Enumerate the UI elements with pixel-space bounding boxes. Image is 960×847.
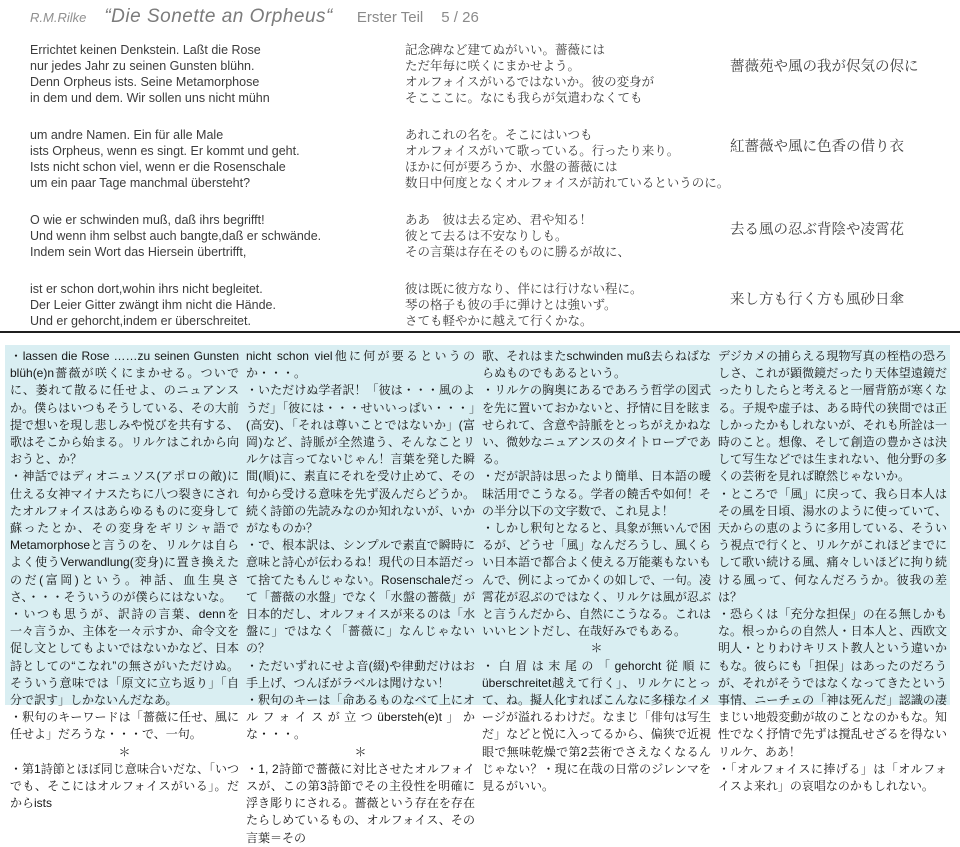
commentary-paragraph: ・いただけぬ学者訳！「彼は・・・風のようだ」「彼には・・・せいいっぱい・・・」(高安)、「それは尊いことではないか」(富岡)など、詩脈が全然違う、そんなことリルケは言ってないじゃん！言葉を発した瞬間(順)に、素直にそれを受け止めて、その句から受ける意味を先ず汲んだらどうか。続く詩節の先読みなのか知れないが、いかがなものか？ — [246, 383, 475, 536]
poem-line: ists Orpheus, wenn es singt. Er kommt und geht. — [30, 144, 300, 158]
section-separator: ＊ — [354, 744, 367, 759]
commentary-column-4 — [718, 348, 947, 794]
haiku-line: 紅薔薇や風に色香の借り衣 — [730, 139, 904, 155]
poem-line: 記念碑など建てぬがいい。薔薇には — [405, 43, 606, 57]
commentary-paragraph: デジカメの捕らえる現物写真の桎梏の恐ろしさ、これが顕微鏡だったり天体望遠鏡だったりしたらと考えると一層背筋が寒くなる。子規や虚子は、ある時代の狭間では正しかったかもしれないが、それも所詮は一時のこと。想像、そして創造の豊かさは決して写生などでは生まれない、他分野の多くの芸術を見れば瞭然じゃないか。 — [718, 349, 947, 484]
commentary-paragraph: nicht schon viel他に何が要るというのか・・・。 — [246, 349, 475, 381]
section-divider — [0, 331, 960, 333]
commentary-paragraph: ・「オルフォイスに捧げる」は「オルフォイスよ来れ」の哀唱なのかもしれない。 — [718, 761, 947, 794]
section-separator: ＊ — [590, 641, 603, 656]
commentary-paragraph: ・第1詩節とほぼ同じ意味合いだな、「いつでも、そこにはオルフォイスがいる」。だからists — [10, 761, 239, 811]
commentary-paragraph: 歌、それはまたschwinden muß去らねばならぬものでもあるという。 — [482, 349, 711, 381]
commentary-paragraph: ・lassen die Rose ……zu seinen Gunsten blüh(e)n薔薇が咲くにまかせる。ついでに、萎れて散るに任せよ、のニュアンスか。僕らはいつもそうしている、その大前提で想いを現し悲しみや悦びを共有する、歌はそこから始まる。リルケはこれから向おうと、か？ — [10, 349, 239, 467]
german-stanza-3 — [30, 212, 402, 260]
poem-line: Der Leier Gitter zwängt ihm nicht die Hände. — [30, 298, 276, 312]
poem-line: オルフォイスがいるではないか。彼の変身が — [405, 75, 655, 89]
commentary-paragraph: ・釈句のキーワードは「薔薇に任せ、風に任せよ」だろうな・・・で、一句。 — [10, 710, 239, 742]
poem-line: Und er gehorcht,indem er überschreitet. — [30, 314, 251, 328]
japanese-stanza-3 — [405, 212, 727, 260]
page-number: 5 / 26 — [441, 9, 479, 26]
poem-line: あれこれの名を。そこにはいつも — [405, 128, 593, 142]
commentary-paragraph: ・神話ではディオニュソス(アポロの敵)に仕える女神マイナスたちに八つ裂きにされたオルフォイスはあらゆるものに変身して蘇ったとか、その変身をギリシャ語でMetamorphoseと言うのを、リルケは自らよく使うVerwandlung(変身)に置き換えたのだ(富岡)という。神話、血生臭ささ、・・・そういうのが僕らにはないな。 — [10, 469, 239, 604]
commentary-paragraph: ・釈句のキーは「命あるものなべて上にオルフォイスが立つübersteh(e)t」かな・・・。 — [246, 693, 475, 742]
poem-line: 彼とて去るは不安なりしも。 — [405, 229, 568, 243]
haiku-line: 来し方も行く方も風砂日傘 — [730, 292, 904, 308]
poem-line: 数日中何度となくオルフォイスが訪れているというのに。 — [405, 176, 730, 190]
haiku-line: 去る風の忍ぶ背陰や凌霄花 — [730, 222, 904, 238]
commentary-paragraph: ・ところで「風」に戻って、我ら日本人はその風を日頃、湯水のように使っていて、天からの恵のように多用している、そういう視点で行くと、リルケがこれほどまでにして歌い続ける風、痛々しいほどに拘り続ける風って、何なんだろうか。彼我の差は？ — [718, 486, 947, 604]
japanese-stanza-4 — [405, 281, 727, 329]
commentary-column-1 — [10, 348, 239, 811]
poem-line: オルフォイスがいて歌っている。行ったり来り。 — [405, 144, 680, 158]
japanese-stanza-2 — [405, 127, 730, 191]
german-stanza-1 — [30, 42, 402, 106]
commentary-paragraph: ・で、根本訳は、シンプルで素直で瞬時に意味と詩心が伝わるね！現代の日本語だって捨てたもんじゃない。Rosenschaleだって「薔薇の水盤」でなく「水盤の薔薇」が日本的だし、オルフォイスが来るのは「水盤に」ではなく「薔薇に」なんじゃないの？ — [246, 538, 475, 656]
poem-line: nur jedes Jahr zu seinen Gunsten blühn. — [30, 59, 255, 73]
commentary-column-3 — [482, 348, 711, 794]
german-poem-column — [30, 42, 402, 350]
japanese-stanza-1 — [405, 42, 727, 106]
commentary-paragraph: ・1, 2詩節で薔薇に対比させたオルフォイスが、この第3詩節でその主役性を明確に浮き彫りにされる。薔薇という存在を存在たらしめているもの、オルフォイス、その言葉＝その — [246, 761, 475, 845]
commentary-paragraph: ・いつも思うが、訳詩の言葉、dennを一々言うか、主体を一々示すか、命令文を促し文としてもよいではないかなど、日本詩としての“こなれ”の無さがいただけぬ。そういう意味では「原文に立ち返り」「自分で訳す」しかないんだなあ。 — [10, 607, 239, 708]
poem-line: um andre Namen. Ein für alle Male — [30, 128, 224, 142]
commentary-column-2 — [246, 348, 475, 845]
commentary-paragraph: ・恐らくは「充分な担保」の在る無しかもな。根っからの自然人・日本人と、西欧文明人・とりわけキリスト教人という違いかもな。彼らにも「担保」はあったのだろうが、それがそうではなくなってきたという事情、ニーチェの「神は死んだ」認識の凄まじい地殻変動が故のことなのかもな。知性でなく抒情で先ずは撹乱せざるを得ないリルケ、ああ！ — [718, 607, 947, 759]
poem-line: ist er schon dort,wohin ihrs nicht begleitet. — [30, 282, 263, 296]
poem-line: 彼は既に彼方なり、伴には行けない程に。 — [405, 282, 643, 296]
poem-line: ああ 彼は去る定め、君や知る！ — [405, 213, 593, 227]
poem-line: さても軽やかに越えて行くかな。 — [405, 314, 593, 328]
commentary-paragraph: ・しかし釈句となると、具象が無いんで困るが、どうせ「風」なんだろうし、風くらい日本語で都合よく使える万能薬もないもんで、例によってかくの如しで、一句。凌霄花が忍ぶのではなく、リルケは風が忍ぶと言うんだから、自然にこうなる。これはいいヒントだし、在哉好みでもある。 — [482, 521, 711, 639]
commentary-paragraph: ・ただいずれにせよ音(綴)や律動だけはお手上げ、つんぼがラベルは聞けない！ — [246, 658, 475, 690]
commentary-paragraph: ・だが訳詩は思ったより簡単、日本語の曖昧活用でこうなる。学者の饒舌や如何！その半分以下の文字数で、これ見よ！ — [482, 469, 711, 518]
poem-line: そこここに。なにも我らが気遣わなくても — [405, 91, 643, 105]
poem-line: Und wenn ihm selbst auch bangte,daß er schwände. — [30, 229, 322, 243]
poem-line: in dem und dem. Wir sollen uns nicht mühn — [30, 91, 270, 105]
page-title: “Die Sonette an Orpheus“ — [104, 6, 333, 27]
commentary-paragraph: ・白眉は末尾の「gehorcht従順に überschreitet越えて行く」、リルケにとって、ね。擬人化すればこんなに多様なイメージが溢れるわけだ。なまじ「俳句は写生だ」などと悦に入ってるから、偏狭で近視眼で無味乾燥で第2芸術でさえなくなるんじゃない？・現に在哉の日常のジレンマを見るがいい。 — [482, 658, 711, 794]
commentary-panel — [5, 345, 950, 845]
german-stanza-4 — [30, 281, 402, 329]
commentary-paragraph: ・リルケの胸奥にあるであろう哲学の図式を先に置いておかないと、抒情に目を眩ませられて、含意や詩脈をとっちがえかねない、微妙なニュアンスのタイトロープである。 — [482, 383, 711, 467]
poem-line: O wie er schwinden muß, daß ihrs begrifft! — [30, 213, 265, 227]
poem-line: Indem sein Wort das Hiersein übertrifft, — [30, 245, 247, 259]
poem-line: um ein paar Tage manchmal übersteht? — [30, 176, 251, 190]
german-stanza-2 — [30, 127, 402, 191]
poem-line: その言葉は存在そのものに勝るが故に、 — [405, 245, 631, 259]
poem-line: ほかに何が要ろうか、水盤の薔薇には — [405, 160, 618, 174]
poem-section — [0, 42, 960, 330]
haiku-line: 薔薇苑や風の我が侭気の侭に — [730, 59, 919, 75]
page-header — [30, 6, 950, 34]
poem-line: Denn Orpheus ists. Seine Metamorphose — [30, 75, 260, 89]
poem-line: Errichtet keinen Denkstein. Laßt die Rose — [30, 43, 261, 57]
poem-line: Ists nicht schon viel, wenn er die Rosenschale — [30, 160, 286, 174]
poem-line: 琴の格子も彼の手に弾けとは強いず。 — [405, 298, 617, 312]
poem-line: ただ年毎に咲くにまかせよう。 — [405, 59, 581, 73]
japanese-translation-column — [405, 42, 730, 350]
author-name: R.M.Rilke — [30, 10, 87, 25]
part-label: Erster Teil — [356, 9, 424, 26]
section-separator: ＊ — [118, 744, 131, 759]
